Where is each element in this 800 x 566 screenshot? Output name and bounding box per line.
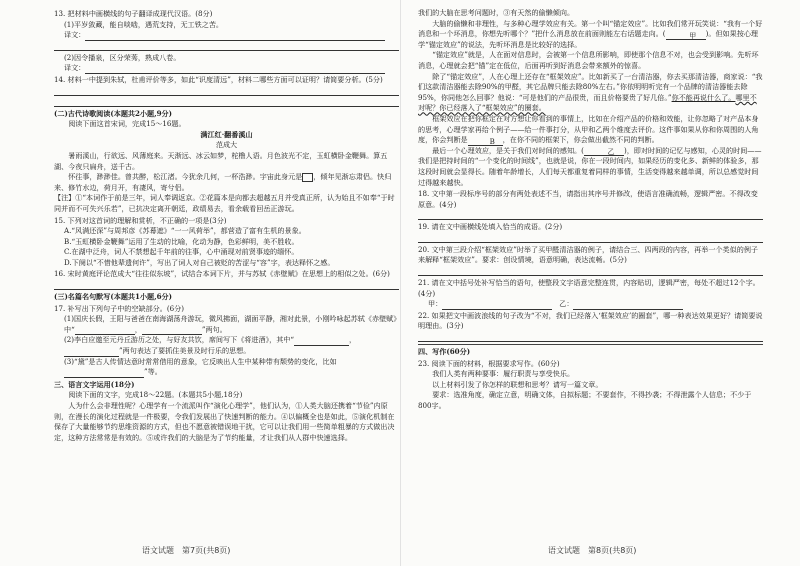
answer-line[interactable]: [54, 98, 399, 107]
answer-line[interactable]: [85, 65, 385, 74]
poem-stanza-2b: ，倾年见渐忘肃侣。快归来、修竹水边，荷月开，有凄风，寄兮侣。: [54, 172, 392, 192]
q21-yi-label: 乙：: [559, 299, 574, 309]
blank-b[interactable]: B: [468, 137, 503, 146]
poetry-intro: 阅读下面这首宋词，完成15～16题。: [68, 119, 186, 129]
punct: ，: [349, 335, 357, 345]
q17-item-2-end: ”两句表达了要抓住美景及时行乐的思想。: [119, 346, 251, 356]
q17-item-1-end: ”两句。: [201, 324, 227, 334]
poem-note: 【注】①“本词作于前是三年，词人奉调返京。②花篇本是向都去超越五月并受真正所，认为始且不如奉“于时同并而不可失兴乐若”，已抗决定离开朝廷，政绩易去，看余载看回岳正游玩。: [54, 193, 395, 213]
language-passage: 人为什么会非理性呢？心理学有一个流派叫作“演化心理学”，他们认为，①人类大脑还携着“节俭”内原则，在漫长的演化过程就是一件极要，令我们发展出了快速判断的能力。④以偏概全也是如此，⑤演化机制在保存了大量能够节约思维资源的方式，但也不愿意被错误地干扰，它可以让我们用一些简单粗暴的方式做出决定，这种方法常常是有效的。⑤或许我们的大脑是为了节约能量，才让我们从人群中快速选择。: [54, 401, 395, 442]
q23: 23. 阅读下面的材料，根据要求写作。(60分): [418, 358, 560, 368]
q19: 19. 请在文中画横线处填入恰当的成语。(2分): [418, 222, 563, 232]
answer-line[interactable]: [54, 42, 399, 51]
blank-yi[interactable]: 乙: [584, 147, 624, 156]
fill-blank[interactable]: [64, 348, 119, 357]
page-gutter: [400, 0, 401, 566]
passage-p5-mid: )，即对时间的记忆与感知，心灵的时间——我们是把持时间的“一个变化的时间线”，也就是说，你在一段时间内，如果经历的变化多、新鲜的体验多，那这段时间就会显得长。: [418, 145, 762, 176]
q21: 21. 请在文中括号处补写恰当的语句，使整段文字语意完整连贯，内容贴切，逻辑严密，每处不超过12个字。(4分): [418, 278, 760, 298]
q13-item-1: (1)平岁敛藏，能自啖啮，遇荒支持，无工铁之苦。: [64, 19, 224, 29]
answer-line[interactable]: [54, 87, 399, 96]
q22: 22. 如果把文中画波浪线的句子改为“不对，我们已经落入‘框架效应’的圈套”，哪一种表达效果更好？请简要说明理由。(3分): [418, 310, 763, 331]
q14: 14. 材料一中提到朱轼，杜甫评价等多，如此“识度清远”，材料二哪些方面可以证明？请简要分析。(5分): [54, 74, 383, 84]
q21-jia-label: 甲：: [428, 299, 443, 309]
section-language: 三、语言文字运用(18分): [54, 379, 135, 389]
passage-p5-end: 随着年龄增长，人们每天都重复着同样的事情，生活变得越来越单调，所以总感觉时间过得越来越快。: [418, 166, 759, 187]
q17-item-3: (3)“黛”是古人传情达意时常常借用的意象，它反映出人生中某种带有颓势的变化，比如: [64, 356, 337, 366]
q15-option-c[interactable]: C.在湖中泛舟，词人不禁想起千年前的往事，心中涌现对前贤事迹的缅怀。: [64, 247, 299, 257]
fill-blank[interactable]: [573, 301, 683, 310]
q17-item-1: (1)国庆长假，王阳与爸爸在南海湖荡舟游玩，微风拂面，湖面平静，湘对此景，小刚吟咏起苏轼《赤壁赋》中“: [64, 314, 397, 334]
left-page: [54, 8, 399, 443]
right-page: [418, 8, 763, 412]
blank-box[interactable]: [302, 173, 313, 182]
answer-line[interactable]: [418, 234, 763, 243]
fill-blank[interactable]: [442, 301, 552, 310]
poem-title: 满江红·翻番溪山: [200, 129, 253, 139]
passage-p1-end: )。但如果按心理学“锚定效应”的说法，先听坏消息是比较好的选择。: [418, 29, 759, 49]
q15: 15. 下列对这首词的理解和赏析，不正确的一项是(3分): [54, 215, 227, 225]
q16: 16. 宋时黄庭评论范成大“往往似东坡”，试结合本词下片，并与苏轼《赤壁赋》在思想上的相似之处。(6分): [54, 269, 390, 279]
answer-line[interactable]: [418, 267, 763, 276]
wavy-sentence: 哪里不对呢？你已经落入了“框架效应”的圈套。: [418, 92, 757, 113]
q17-item-3-end: ”等。: [144, 367, 162, 377]
q13-item-2: (2)因令播泉，区分荣莠，熟成八卷。: [64, 52, 181, 62]
q20: 20. 文中第三段介绍“框架效应”时举了买甲醛清洁器的例子，请结合三、四两段的内容，再举一个类似的例子来解释“框架效应”。要求：创设情境，语意明确，表达流畅。(5分): [418, 244, 759, 265]
answer-line[interactable]: [85, 32, 385, 41]
translation-label: 译文：: [64, 30, 86, 40]
divider: [418, 344, 763, 345]
answer-line[interactable]: [418, 333, 763, 342]
left-page-footer: 语文试题 第7页(共8页): [142, 546, 231, 555]
material-2: 以上材料引发了你怎样的联想和思考？请写一篇文章。: [432, 379, 603, 389]
poem-author: 范成大: [215, 140, 238, 150]
right-page-footer: 语文试题 第8页(共8页): [548, 546, 637, 555]
fill-blank[interactable]: [75, 326, 135, 335]
fill-blank[interactable]: [142, 326, 202, 335]
q15-option-a[interactable]: A.“风满还深”与周邦彦《苏幕遮》“一一风荷举”，都营造了富有生机的景象。: [64, 226, 306, 236]
fill-blank[interactable]: [294, 337, 349, 346]
passage-p3: 除了“锚定效应”，人在心理上还存在“框架效应”。比如新买了一台清洁器，你去买那清洁器，商家说：“我们这款清洁器能去除90%的甲醛，其它品牌只能去除80%左右。”你依明明听完有一个品牌的清洁器能去除95%，你同他怎么回事？他说：“可是他们的产品很贵，而且价格要贵了好几倍。”: [418, 71, 763, 102]
passage-p1: 大脑的偷懒和非理性，与多种心理学效应有关。第一个叫“锚定效应”。比如我们常开玩笑说：“我有一个好消息和一个坏消息，你想先听哪个？”把什么消息放在前面则能左右话题走向。(: [418, 18, 763, 39]
q15-option-d[interactable]: D.下阕以“不惜他辈遗何许”，写出了词人对自己被贬的苦涩与“容”字，表达释怀之感。: [64, 257, 335, 267]
q17-item-2: (2)李白应邀至元丹丘游历之处，与好友共饮，席间写下《将进酒》，其中“: [64, 335, 295, 345]
material-1: 我们人类有两种要事：履行职责与享受快乐。: [432, 369, 575, 379]
section-recitation: (三)名篇名句默写(本题共1小题,6分): [54, 292, 172, 302]
section-poetry: (二)古代诗歌阅读(本题共2小题,9分): [54, 108, 172, 118]
translation-label: 译文：: [64, 63, 86, 73]
q15-option-b[interactable]: B.“玉虹横卧金鞭舞”运用了生动的比喻，化动为静，色彩鲜明，美不胜收。: [64, 236, 299, 246]
underlined-sentence: 你不能再说什么了。: [671, 92, 736, 102]
section-writing: 四、写作(60分): [418, 347, 471, 357]
blank-jia[interactable]: 甲: [666, 31, 706, 40]
poem-stanza-2: 怀往事，渺渺佳。曾共醉，松江渚。今犹余几何，一杯浩渺。宇宙此身元是: [68, 172, 303, 182]
language-intro: 阅读下面的文字，完成18～22题。(本题共5小题,18分): [68, 390, 243, 400]
answer-line[interactable]: [418, 211, 763, 220]
poem-stanza-1: 暑雨溪山，行欲远、风薄庭来。天渐远、冰云如梦，柁橹人语。月色波光不定，玉虹横卧金鞭舞。算五湖、今夜只扁舟，送千古。: [54, 150, 388, 171]
passage-p4: 框架效应在把你框定在对方想让你看到的事情上，比如在介绍产品的价格和效能，让你忽略了对产品本身的思考，心理学家再给个例子——给一件事打分，从甲和乙两个维度去评价。这件事如果从你和你周围的人角度，你会判断是: [418, 113, 759, 145]
writing-requirements: 要求：选准角度，确定立意，明确文体，自拟标题；不要套作，不得抄袭；不得泄露个人信息；不少于800字。: [418, 390, 752, 410]
passage-p4-end: ，在你不同的框架下，你会做出截然不同的判断。: [502, 135, 659, 145]
fill-blank[interactable]: [64, 369, 144, 378]
punct: ，: [134, 324, 142, 334]
q17: 17. 补写出下列句子中的空缺部分。(6分): [54, 303, 184, 313]
passage-p2: “锚定效应”就是，人在面对信息时，会被第一个信息所影响，即使那个信息不对，也会受到影响。先听坏消息，心理就会把“锚”定在低位，后面再听到好消息会带来额外的惊喜。: [418, 50, 759, 70]
q18: 18. 文中第一段标序号的部分有两处表述不当，请指出其序号并修改，使语言准确流畅，逻辑严密。不得改变原意。(4分): [418, 189, 758, 209]
passage-p5: 最后一个心理效应，是关于我们对时间的感知。(: [432, 145, 584, 155]
answer-line[interactable]: [54, 281, 399, 290]
q13-title: 13. 把材料中画横线的句子翻译成现代汉语。(8分): [54, 9, 213, 18]
passage-p0: 我们的大脑在思考问题时，③有天然的偷懒倾向。: [418, 8, 575, 17]
